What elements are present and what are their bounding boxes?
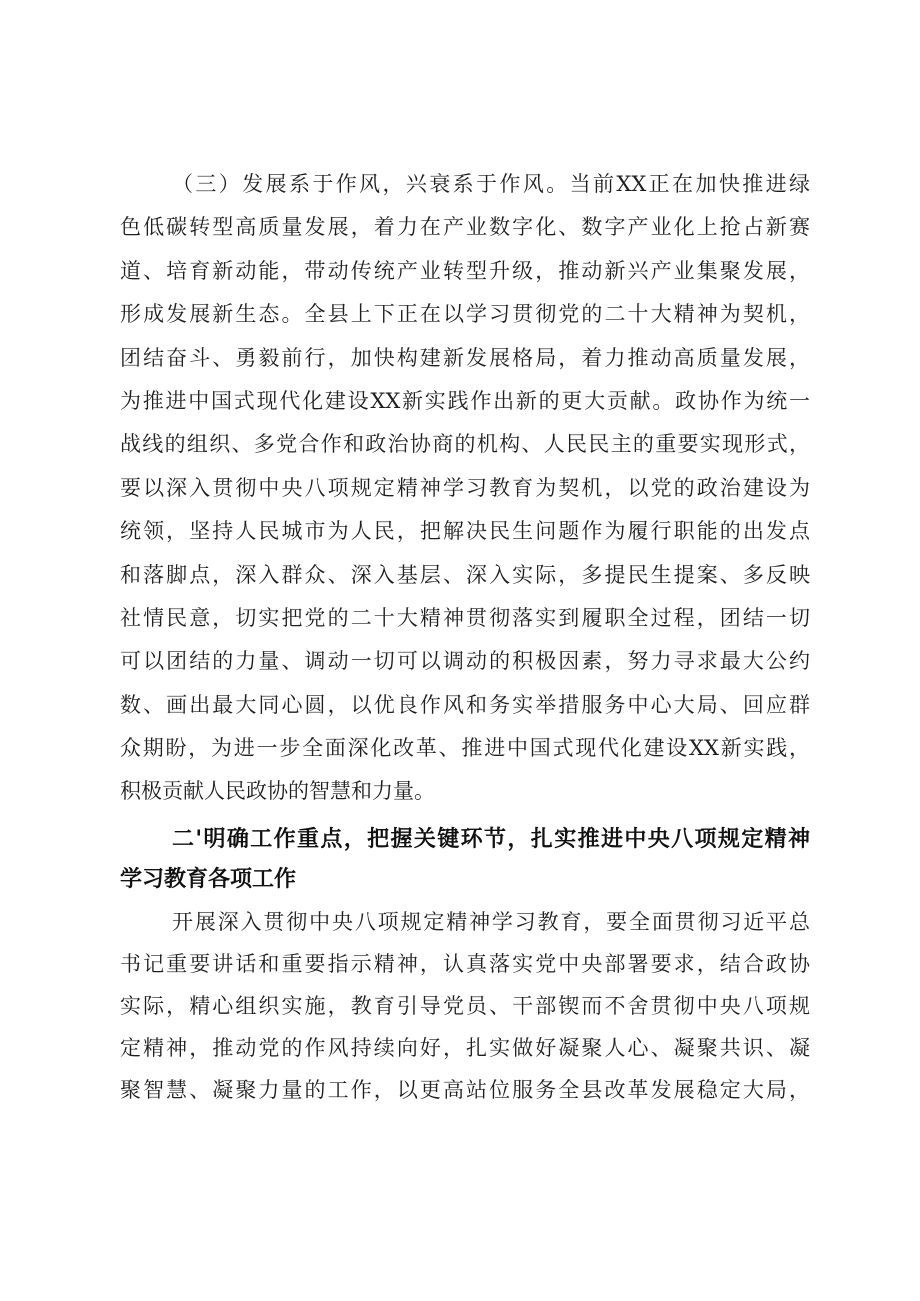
paragraph-line: 统领，坚持人民城市为人民，把解决民生问题作为履行职能的出发点 — [120, 519, 810, 544]
paragraph-line: 积极贡献人民政协的智慧和力量。 — [120, 779, 435, 804]
paragraph-section-three — [120, 163, 810, 814]
paragraph-line: 形成发展新生态。全县上下正在以学习贯彻党的二十大精神为契机， — [120, 302, 810, 327]
paragraph-section-two-body — [120, 901, 810, 1111]
paragraph-line: 实际，精心组织实施，教育引导党员、干部锲而不舍贯彻中央八项规 — [120, 994, 810, 1018]
paragraph-line: 书记重要讲话和重要指示精神，认真落实党中央部署要求，结合政协 — [120, 952, 810, 976]
section-heading — [120, 820, 810, 900]
paragraph-line: 团结奋斗、勇毅前行，加快构建新发展格局，着力推动高质量发展， — [120, 345, 810, 370]
paragraph-line: 众期盼，为进一步全面深化改革、推进中国式现代化建设XX新实践， — [120, 736, 810, 761]
paragraph-line: （三）发展系于作风，兴衰系于作风。当前XX正在加快推进绿 — [172, 172, 810, 196]
paragraph-line: 定精神，推动党的作风持续向好，扎实做好凝聚人心、凝聚共识、凝 — [120, 1036, 810, 1060]
paragraph-line: 色低碳转型高质量发展，着力在产业数字化、数字产业化上抢占新赛 — [120, 215, 810, 240]
paragraph-line: 社情民意，切实把党的二十大精神贯彻落实到履职全过程，团结一切 — [120, 605, 810, 630]
paragraph-line: 要以深入贯彻中央八项规定精神学习教育为契机，以党的政治建设为 — [120, 475, 810, 500]
heading-line: 学习教育各项工作 — [120, 867, 297, 892]
paragraph-line: 数、画出最大同心圆，以优良作风和务实举措服务中心大局、回应群 — [120, 692, 810, 717]
paragraph-line: 开展深入贯彻中央八项规定精神学习教育，要全面贯彻习近平总 — [172, 910, 810, 934]
heading-line: 二'明确工作重点，把握关键环节，扎实推进中央八项规定精神 — [172, 827, 810, 852]
paragraph-line: 为推进中国式现代化建设XX新实践作出新的更大贡献。政协作为统一 — [120, 388, 810, 413]
paragraph-line: 聚智慧、凝聚力量的工作，以更高站位服务全县改革发展稳定大局， — [120, 1078, 810, 1102]
paragraph-line: 可以团结的力量、调动一切可以调动的积极因素，努力寻求最大公约 — [120, 649, 810, 674]
paragraph-line: 和落脚点，深入群众、深入基层、深入实际，多提民生提案、多反映 — [120, 562, 810, 587]
paragraph-line: 道、培育新动能，带动传统产业转型升级，推动新兴产业集聚发展， — [120, 258, 810, 283]
paragraph-line: 战线的组织、多党合作和政治协商的机构、人民民主的重要实现形式， — [120, 432, 810, 457]
